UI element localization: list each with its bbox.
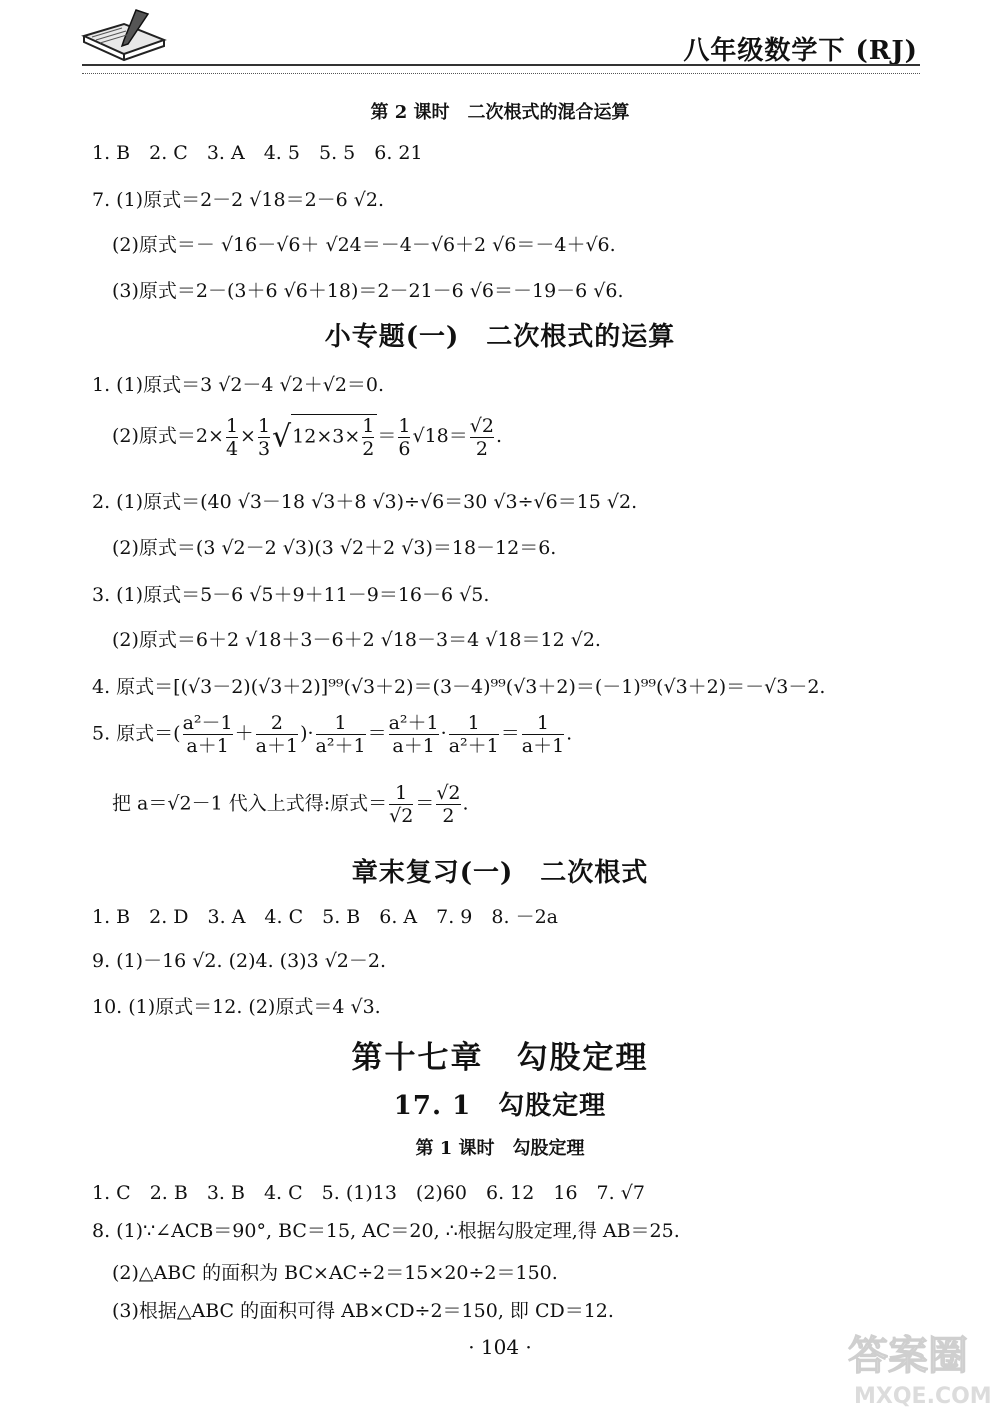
denominator: a²＋1 xyxy=(315,735,366,757)
fraction xyxy=(398,415,410,460)
denominator: a＋1 xyxy=(255,735,299,757)
text: × xyxy=(240,425,256,447)
answer-line: 7. (1)原式＝2－2 √18＝2－6 √2. xyxy=(92,189,385,211)
section-title-chapter-review: 章末复习(一) 二次根式 xyxy=(351,858,649,888)
fraction xyxy=(256,712,298,757)
page-number: · 104 · xyxy=(468,1335,532,1359)
answer-line: 1. B 2. D 3. A 4. C 5. B 6. A 7. 9 8. －2a xyxy=(92,906,558,928)
text: · xyxy=(440,722,447,745)
answer-line-fractions xyxy=(112,414,502,460)
chapter-title: 第十七章 勾股定理 xyxy=(351,1040,649,1076)
numerator: 1 xyxy=(398,414,411,437)
text: ＝ xyxy=(377,425,397,447)
denominator: 6 xyxy=(398,437,411,460)
answer-line: 1. (1)原式＝3 √2－4 √2＋√2＝0. xyxy=(92,374,385,396)
text: √18＝ xyxy=(412,425,468,447)
fraction xyxy=(362,415,374,460)
numerator: 1 xyxy=(334,712,347,734)
numerator: 2 xyxy=(270,712,283,734)
fraction xyxy=(389,712,439,757)
fraction xyxy=(183,712,233,757)
fraction xyxy=(389,782,413,827)
denominator: a＋1 xyxy=(521,735,565,757)
answer-line: 8. (1)∵∠ACB＝90°, BC＝15, AC＝20, ∴根据勾股定理,得 AB＝25. xyxy=(92,1220,680,1242)
numerator: 1 xyxy=(536,712,549,734)
watermark-url: MXQE.COM xyxy=(854,1384,990,1409)
denominator: 2 xyxy=(362,438,375,460)
text: ＋ xyxy=(234,722,254,745)
answer-line: 3. (1)原式＝5－6 √5＋9＋11－9＝16－6 √5. xyxy=(92,584,490,606)
text: )· xyxy=(300,722,314,745)
text: ＝ xyxy=(500,722,520,745)
watermark-logo xyxy=(840,1323,990,1413)
watermark-text: 答案圈 xyxy=(848,1333,968,1379)
text: ＝ xyxy=(367,722,387,745)
denominator: 4 xyxy=(225,437,239,460)
fraction xyxy=(258,415,270,460)
section-title-lesson-2: 第 2 课时 二次根式的混合运算 xyxy=(370,102,630,123)
text: 12×3× xyxy=(292,425,361,448)
numerator: 1 xyxy=(467,712,480,734)
answer-line: 4. 原式＝[(√3－2)(√3＋2)]⁹⁹(√3＋2)＝(3－4)⁹⁹(√3＋2)＝(－1)⁹⁹(√3＋2)＝－√3－2. xyxy=(92,676,826,698)
numerator: a²－1 xyxy=(182,712,233,734)
answer-line: (2)原式＝(3 √2－2 √3)(3 √2＋2 √3)＝18－12＝6. xyxy=(112,537,557,559)
denominator: a²＋1 xyxy=(448,735,499,757)
book-pen-logo xyxy=(78,6,170,62)
fraction xyxy=(316,712,366,757)
answer-line: 1. C 2. B 3. B 4. C 5. (1)13 (2)60 6. 12 16 7. √7 xyxy=(92,1182,645,1204)
numerator: √2 xyxy=(436,782,461,804)
numerator: 1 xyxy=(395,782,408,804)
denominator: 2 xyxy=(436,804,460,827)
fraction xyxy=(522,712,564,757)
radicand xyxy=(291,414,377,460)
header-title: 八年级数学下 (RJ) xyxy=(683,36,918,66)
fraction xyxy=(449,712,499,757)
text: . xyxy=(495,425,503,447)
answer-line: 1. B 2. C 3. A 4. 5 5. 5 6. 21 xyxy=(92,142,423,164)
denominator: a＋1 xyxy=(389,734,439,757)
fraction xyxy=(436,782,460,827)
answer-line: (2)原式＝－ √16－√6＋ √24＝－4－√6＋2 √6＝－4＋√6. xyxy=(112,234,616,256)
text: ＝ xyxy=(415,792,435,815)
answer-line: (2)原式＝6＋2 √18＋3－6＋2 √18－3＝4 √18＝12 √2. xyxy=(112,629,601,651)
numerator: √2 xyxy=(469,414,494,437)
denominator: 2 xyxy=(470,437,494,460)
numerator: 1 xyxy=(257,414,271,437)
header-divider xyxy=(82,64,920,74)
text: . xyxy=(462,792,469,815)
text: 5. 原式＝( xyxy=(92,722,181,745)
answer-line-fractions xyxy=(112,782,469,827)
answer-line: (3)根据△ABC 的面积可得 AB×CD÷2＝150, 即 CD＝12. xyxy=(112,1300,614,1322)
answer-line: 9. (1)－16 √2. (2)4. (3)3 √2－2. xyxy=(92,950,387,972)
text: . xyxy=(566,722,573,745)
text: (2)原式＝2× xyxy=(112,425,224,447)
numerator: 1 xyxy=(362,415,375,437)
radical: √ xyxy=(272,419,292,455)
answer-line-fractions xyxy=(92,712,572,757)
answer-line: 2. (1)原式＝(40 √3－18 √3＋8 √3)÷√6＝30 √3÷√6＝15 √2. xyxy=(92,491,638,513)
answer-line: (3)原式＝2－(3＋6 √6＋18)＝2－21－6 √6＝－19－6 √6. xyxy=(112,280,624,302)
denominator: a＋1 xyxy=(183,734,233,757)
answer-line: (2)△ABC 的面积为 BC×AC÷2＝15×20÷2＝150. xyxy=(112,1262,558,1284)
answer-line: 10. (1)原式＝12. (2)原式＝4 √3. xyxy=(92,996,381,1018)
denominator: √2 xyxy=(389,805,414,827)
section-title-topic-1: 小专题(一) 二次根式的运算 xyxy=(324,322,676,352)
numerator: a²＋1 xyxy=(388,712,439,734)
numerator: 1 xyxy=(225,414,239,437)
denominator: 3 xyxy=(257,437,271,460)
section-title-17-1: 17. 1 勾股定理 xyxy=(393,1091,607,1121)
fraction xyxy=(226,415,238,460)
fraction xyxy=(470,415,494,460)
lesson-title: 第 1 课时 勾股定理 xyxy=(415,1138,585,1159)
text: 把 a＝√2－1 代入上式得:原式＝ xyxy=(112,792,388,815)
